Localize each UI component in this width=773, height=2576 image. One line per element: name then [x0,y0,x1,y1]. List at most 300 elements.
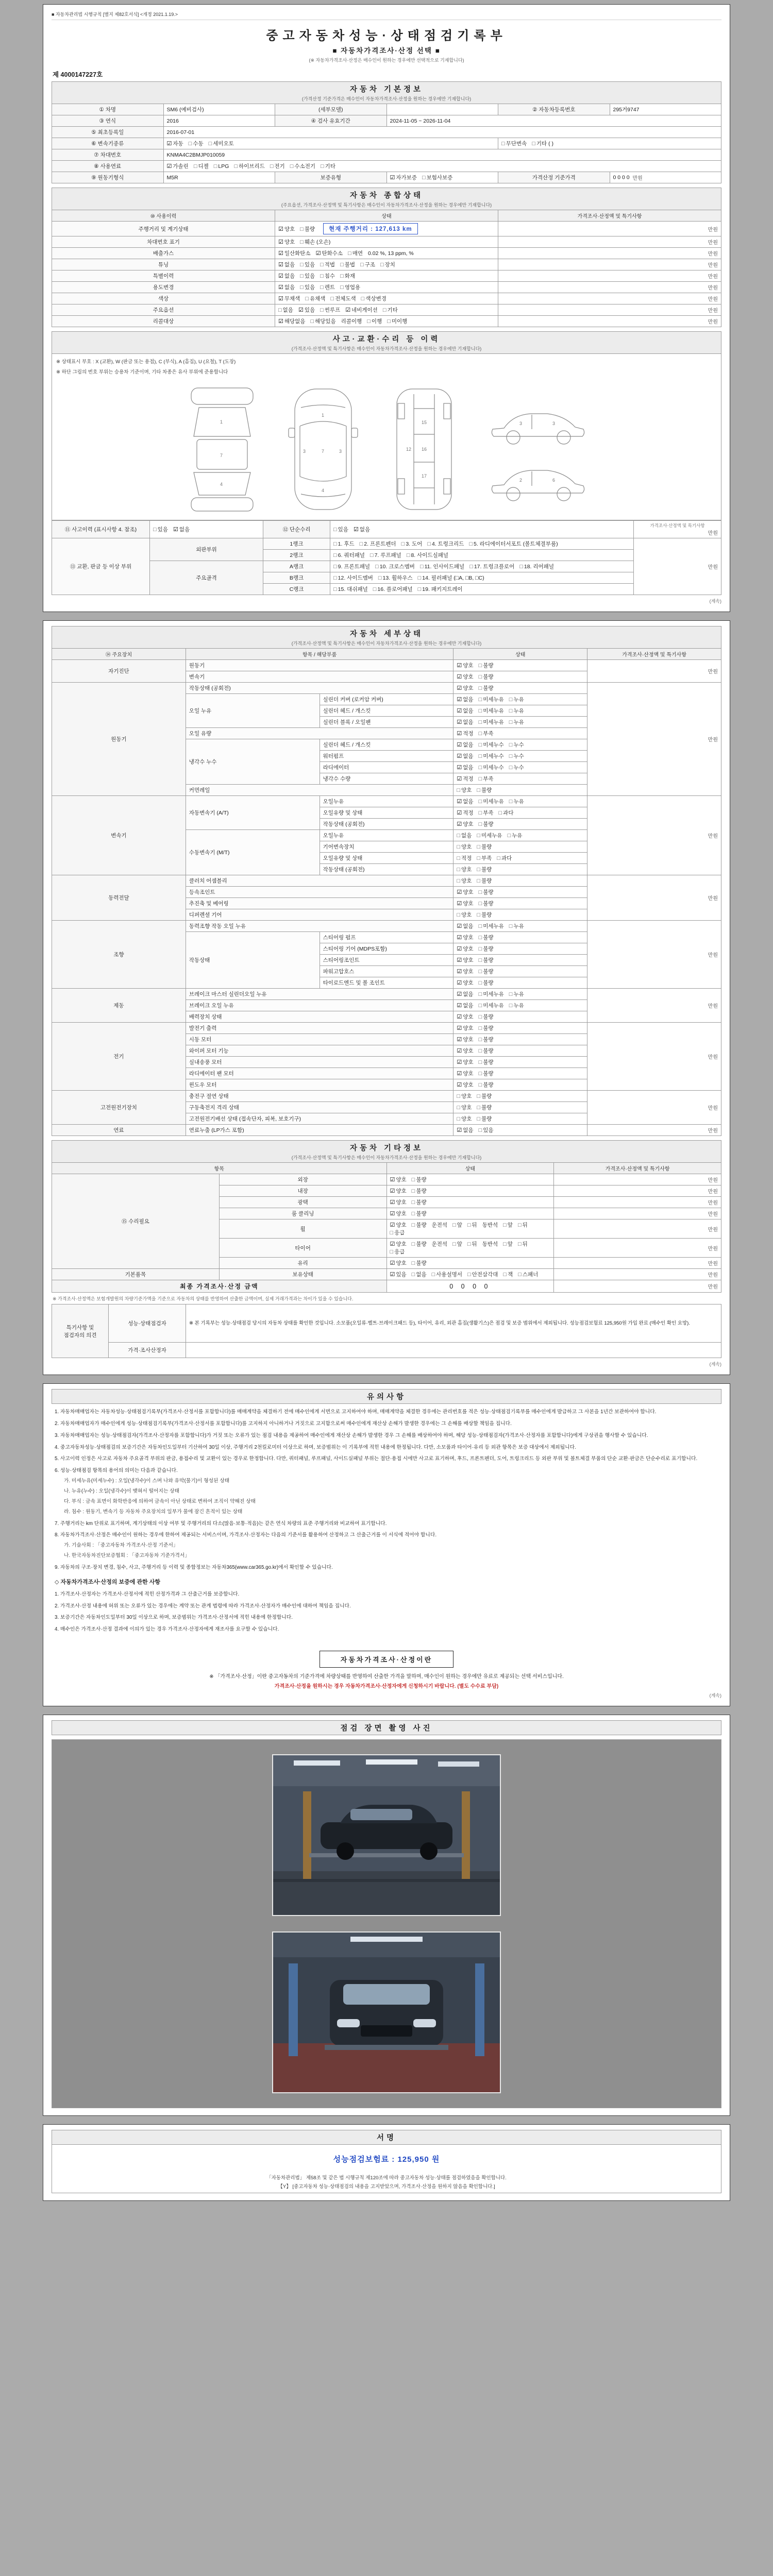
checkbox-checked[interactable] [457,1047,473,1055]
checkbox-unchecked[interactable] [457,843,472,851]
checkbox-checked[interactable] [457,718,473,726]
checkbox-unchecked[interactable] [477,832,502,839]
checkbox-glyph: ☑ [278,239,283,245]
car-name-label: ① 차명 [52,104,164,115]
checkbox-glyph: □ [411,1222,415,1228]
checkbox-unchecked[interactable] [378,574,413,582]
checkbox-unchecked[interactable] [479,730,494,737]
checkbox-unchecked[interactable] [320,272,335,280]
checkbox-unchecked[interactable] [477,854,492,862]
checkbox-checked[interactable] [457,900,473,907]
checkbox-unchecked[interactable] [509,798,524,805]
checkbox-checked[interactable] [457,1036,473,1043]
checkbox-unchecked[interactable] [412,1259,427,1267]
detail-subitem-label: 워터펌프 [320,751,453,762]
other-row-states [386,1258,554,1269]
checkbox-unchecked[interactable] [509,752,524,760]
checkbox-unchecked[interactable] [499,809,514,817]
checkbox-unchecked[interactable] [300,272,315,280]
checkbox-unchecked[interactable] [479,673,494,681]
other-row-price: 만원 [554,1197,721,1208]
checkbox-checked[interactable] [390,1259,407,1267]
overall-row-states [275,236,498,248]
checkbox-unchecked[interactable] [300,225,315,233]
checkbox-checked[interactable] [278,283,295,291]
checkbox-unchecked[interactable] [479,1126,494,1134]
checkbox-checked[interactable] [298,306,315,314]
checkbox-unchecked[interactable] [497,854,512,862]
checkbox-unchecked[interactable] [189,140,204,147]
checkbox-glyph: □ [333,586,337,592]
basic-items-group-label: 기본품목 [52,1269,220,1280]
checkbox-unchecked[interactable] [457,832,472,839]
checkbox-label: 불량 [483,1025,494,1031]
checkbox-unchecked[interactable] [519,563,554,570]
detail-title: 자동차 세부상태 [349,630,424,638]
checkbox-unchecked[interactable] [457,1092,472,1100]
checkbox-unchecked[interactable] [422,174,452,181]
detail-row-states [453,898,587,909]
checkbox-glyph: □ [188,141,192,147]
checkbox-checked[interactable] [278,238,295,246]
checkbox-unchecked[interactable] [348,249,363,257]
checkbox-checked[interactable] [457,990,473,998]
checkbox-unchecked[interactable] [509,764,524,771]
checkbox-unchecked[interactable] [333,540,355,548]
checkbox-glyph: ☑ [278,250,283,257]
checkbox-glyph: ☑ [457,1127,462,1133]
checkbox-unchecked[interactable] [477,877,492,885]
checkbox-glyph: ☑ [457,980,462,986]
checkbox-checked[interactable] [173,526,190,533]
checkbox-checked[interactable] [390,1240,407,1248]
checkbox-unchecked[interactable] [518,1270,538,1278]
checkbox-unchecked[interactable] [373,585,413,593]
detail-group-price: 만원 [587,1091,721,1125]
notice-item: 1. 자동차매매업자는 자동차성능·상태점검기록부(가격조사·산정서를 포함합니다)를 매매계약을 체결하기 전에 매수인에게 서면으로 고지하여야 하며, 매매계약을 체결한 경우에는 관리번호를 적은 성능·상태점검기록부를 매수인에게 발급하고 그 사본을 1년간 보관하여야 합니다. [55,1409,657,1415]
checkbox-unchecked[interactable] [518,1240,528,1248]
checkbox-unchecked[interactable] [479,956,494,964]
accident-price-header: 가격조사·산정액 및 특기사항 [650,523,705,528]
checkbox-checked[interactable] [354,526,370,533]
checkbox-unchecked[interactable] [479,900,494,907]
continued-marker: (계속) [709,1693,721,1699]
checkbox-label: 불량 [483,674,494,680]
overall-row-price: 만원 [498,316,721,327]
checkbox-unchecked[interactable] [387,317,407,325]
signature-body [52,2145,721,2193]
checkbox-checked[interactable] [457,809,473,817]
checkbox-unchecked[interactable] [457,1104,472,1111]
checkbox-unchecked[interactable] [477,1115,492,1123]
checkbox-checked[interactable] [278,295,300,302]
checkbox-checked[interactable] [316,249,343,257]
checkbox-unchecked[interactable] [432,1270,462,1278]
checkbox-label: 미이행 [391,318,408,325]
checkbox-label: 양호 [463,1025,474,1031]
transmission-options [163,138,498,149]
checkbox-unchecked[interactable] [452,1240,462,1248]
final-price-note: ※ 가격조사·산정액은 보험개발원의 차량기준가액을 기준으로 자동차의 상태를 반영하여 산출한 금액이며, 실제 거래가격과는 차이가 있을 수 있습니다. [53,1296,354,1301]
checkbox-checked[interactable] [457,979,473,987]
warranty-type-label: 보증유형 [275,172,387,183]
checkbox-unchecked[interactable] [477,786,492,794]
checkbox-checked[interactable] [457,696,473,703]
checkbox-unchecked[interactable] [412,1176,427,1183]
checkbox-unchecked[interactable] [333,574,373,582]
checkbox-checked[interactable] [457,1013,473,1021]
checkbox-unchecked[interactable] [479,696,504,703]
checkbox-unchecked[interactable] [509,990,524,998]
checkbox-checked[interactable] [167,140,183,147]
checkbox-label: 12. 사이드멤버 [338,575,373,581]
checkbox-unchecked[interactable] [333,563,370,570]
checkbox-unchecked[interactable] [340,261,355,268]
checkbox-unchecked[interactable] [310,317,335,325]
checkbox-checked[interactable] [345,306,378,314]
checkbox-label: 불량 [416,1260,427,1266]
checkbox-unchecked[interactable] [452,1221,462,1229]
page-subtitle-note: (※ 자동차가격조사·산정은 매수인이 원하는 경우에만 선택적으로 기재합니다) [309,58,464,63]
checkbox-unchecked[interactable] [420,563,464,570]
other-note: (가격조사·산정액 및 특기사항은 매수인이 자동차가격조사·산정을 원하는 경우에만 기재합니다) [291,1155,482,1160]
checkbox-unchecked[interactable] [278,306,293,314]
checkbox-checked[interactable] [278,225,295,233]
checkbox-glyph: □ [411,1260,415,1266]
checkbox-label: 있음 [304,284,315,291]
checkbox-unchecked[interactable] [509,922,524,930]
checkbox-unchecked[interactable] [479,662,494,669]
checkbox-glyph: □ [333,575,337,581]
checkbox-unchecked[interactable] [270,162,285,170]
detail-subitem-label: 작동상태 (공회전) [320,864,453,875]
checkbox-unchecked[interactable] [194,162,209,170]
sheet-notices [43,1383,730,1706]
checkbox-label: 있음 [483,1127,494,1133]
checkbox-glyph: □ [367,318,371,325]
checkbox-unchecked[interactable] [479,888,494,896]
checkbox-unchecked[interactable] [333,551,365,559]
checkbox-label: 10. 크로스멤버 [379,564,415,570]
checkbox-glyph: ☑ [353,527,359,533]
checkbox-checked[interactable] [457,764,473,771]
checkbox-unchecked[interactable] [479,820,494,828]
checkbox-unchecked[interactable] [469,563,514,570]
checkbox-glyph: ☑ [457,969,462,975]
checkbox-glyph: ☑ [278,318,283,325]
checkbox-unchecked[interactable] [501,140,527,147]
accident-price-cell [634,521,721,538]
checkbox-checked[interactable] [457,1081,473,1089]
state-code-legend: ※ 상태표시 부호 : X (교환), W (판금 또는 용접), C (부식), A (흠집), U (요철), T (도장) [56,359,236,365]
checkbox-checked[interactable] [278,317,305,325]
detail-note: (가격조사·산정액 및 특기사항은 매수인이 자동차가격조사·산정을 원하는 경우에만 기재합니다) [291,641,482,646]
checkbox-unchecked[interactable] [518,1221,528,1229]
detail-row-states [453,796,587,807]
checkbox-unchecked[interactable] [479,1002,504,1009]
checkbox-unchecked[interactable] [427,540,464,548]
accident-note: (가격조사·산정액 및 특기사항은 매수인이 자동차가격조사·산정을 원하는 경우에만 기재합니다) [291,346,482,351]
checkbox-unchecked[interactable] [153,526,168,533]
checkbox-unchecked[interactable] [361,295,386,302]
checkbox-unchecked[interactable] [477,1092,492,1100]
car-diagrams [52,378,721,520]
checkbox-checked[interactable] [457,741,473,749]
checkbox-checked[interactable] [457,798,473,805]
checkbox-glyph: □ [478,1059,482,1065]
checkbox-unchecked[interactable] [214,163,229,170]
detail-item-label: 브레이크 마스터 실린더오일 누유 [186,989,453,1000]
checkbox-unchecked[interactable] [457,877,472,885]
accident-price-unit: 만원 [708,531,718,536]
checkbox-glyph: □ [390,1230,394,1236]
checkbox-unchecked[interactable] [503,1221,513,1229]
checkbox-glyph: □ [478,742,482,748]
other-item-label: 룸 클리닝 [219,1208,386,1219]
overall-row-price: 만원 [498,304,721,316]
checkbox-glyph: □ [467,1222,471,1228]
checkbox-unchecked[interactable] [457,911,472,919]
overall-row-price: 만원 [498,259,721,270]
checkbox-unchecked[interactable] [401,540,423,548]
checkbox-unchecked[interactable] [330,295,356,302]
checkbox-unchecked[interactable] [380,261,395,268]
checkbox-unchecked[interactable] [412,1198,427,1206]
checkbox-checked[interactable] [167,162,189,170]
checkbox-unchecked[interactable] [340,283,360,291]
checkbox-unchecked[interactable] [479,684,494,692]
checkbox-checked[interactable] [457,1070,473,1077]
overall-row [52,259,721,270]
checkbox-checked[interactable] [457,730,473,737]
checkbox-unchecked[interactable] [509,707,524,715]
first-registration-value: 2016-07-01 [163,127,721,138]
detail-row [52,989,721,1000]
checkbox-checked[interactable] [457,673,473,681]
checkbox-unchecked[interactable] [457,1115,472,1123]
checkbox-checked[interactable] [278,249,311,257]
checkbox-unchecked[interactable] [340,272,355,280]
checkbox-unchecked[interactable] [479,1024,494,1032]
checkbox-checked[interactable] [457,1024,473,1032]
detail-subitem-label: 실린더 헤드 / 개스킷 [320,739,453,751]
checkbox-unchecked[interactable] [532,140,553,147]
submodel-label: (세부모델) [275,104,387,115]
checkbox-unchecked[interactable] [360,261,375,268]
checkbox-glyph: □ [507,833,511,839]
checkbox-unchecked[interactable] [300,261,315,268]
checkbox-unchecked[interactable] [300,283,315,291]
checkbox-unchecked[interactable] [333,585,368,593]
checkbox-glyph: □ [419,564,424,570]
checkbox-unchecked[interactable] [479,809,494,817]
checkbox-glyph: □ [422,175,426,181]
checkbox-checked[interactable] [457,707,473,715]
checkbox-checked[interactable] [457,662,473,669]
checkbox-checked[interactable] [390,1176,407,1183]
checkbox-unchecked[interactable] [479,707,504,715]
checkbox-checked[interactable] [457,945,473,953]
checkbox-unchecked[interactable] [508,832,523,839]
checkbox-label: 해당있음 [315,318,336,325]
checkbox-unchecked[interactable] [457,786,472,794]
checkbox-checked[interactable] [457,968,473,975]
checkbox-unchecked[interactable] [234,162,264,170]
checkbox-checked[interactable] [390,174,417,181]
svg-text:17: 17 [422,473,427,479]
detail-item-label: 추진축 및 베어링 [186,898,453,909]
checkbox-glyph: □ [320,273,324,279]
detail-row-states [453,773,587,785]
checkbox-unchecked[interactable] [479,979,494,987]
checkbox-unchecked[interactable] [479,718,504,726]
checkbox-unchecked[interactable] [300,238,330,246]
checkbox-unchecked[interactable] [407,551,448,559]
checkbox-unchecked[interactable] [390,1229,405,1236]
notice-subitem: 나. 한국자동차진단보증협회 : 「중고자동차 기준가격서」 [64,1553,190,1559]
checkbox-unchecked[interactable] [360,540,396,548]
detail-item-label: 연료누출 (LP가스 포함) [186,1125,453,1136]
checkbox-checked[interactable] [390,1198,407,1206]
detail-group-price: 만원 [587,989,721,1023]
checkbox-checked[interactable] [457,1058,473,1066]
checkbox-unchecked[interactable] [479,1036,494,1043]
checkbox-checked[interactable] [457,684,473,692]
transmission-options-extra [498,138,721,149]
checkbox-label: 자가보증 [396,175,417,181]
checkbox-unchecked[interactable] [479,1013,494,1021]
checkbox-unchecked[interactable] [479,934,494,941]
checkbox-checked[interactable] [457,888,473,896]
checkbox-unchecked[interactable] [479,945,494,953]
checkbox-unchecked[interactable] [390,1248,405,1256]
checkbox-unchecked[interactable] [333,526,348,533]
checkbox-glyph: □ [457,878,461,884]
checkbox-checked[interactable] [390,1221,407,1229]
svg-text:6: 6 [552,478,556,483]
checkbox-unchecked[interactable] [479,775,494,783]
checkbox-label: 양호 [463,946,474,952]
checkbox-label: 불량 [483,1037,494,1043]
checkbox-unchecked[interactable] [320,261,335,268]
checkbox-unchecked[interactable] [457,866,472,873]
checkbox-unchecked[interactable] [305,295,325,302]
checkbox-checked[interactable] [457,1126,473,1134]
checkbox-unchecked[interactable] [503,1240,513,1248]
checkbox-unchecked[interactable] [509,741,524,749]
checkbox-checked[interactable] [457,956,473,964]
checkbox-label: 양호 [463,980,474,986]
checkbox-unchecked[interactable] [467,1240,477,1248]
checkbox-glyph: □ [478,719,482,725]
exchange-rank-row [52,538,721,550]
checkbox-label: 양호 [396,1188,407,1194]
checkbox-unchecked[interactable] [479,1047,494,1055]
checkbox-checked[interactable] [390,1270,407,1278]
checkbox-unchecked[interactable] [457,854,472,862]
checkbox-unchecked[interactable] [412,1240,427,1248]
checkbox-unchecked[interactable] [477,911,492,919]
checkbox-unchecked[interactable] [503,1270,513,1278]
checkbox-unchecked[interactable] [412,1270,427,1278]
checkbox-unchecked[interactable] [477,866,492,873]
checkbox-unchecked[interactable] [209,140,234,147]
checkbox-glyph: □ [300,262,304,268]
checkbox-unchecked[interactable] [367,317,382,325]
checkbox-label: 불량 [483,1082,494,1088]
checkbox-checked[interactable] [457,1002,473,1009]
detail-item-label: 발전기 출력 [186,1023,453,1034]
checkbox-checked[interactable] [390,1187,407,1195]
checkbox-label: 양호 [461,787,472,793]
checkbox-unchecked[interactable] [509,1002,524,1009]
checkbox-unchecked[interactable] [477,1104,492,1111]
checkbox-checked[interactable] [278,261,295,268]
checkbox-unchecked[interactable] [412,1210,427,1217]
checkbox-unchecked[interactable] [509,696,524,703]
checkbox-unchecked[interactable] [412,1187,427,1195]
checkbox-unchecked[interactable] [477,843,492,851]
checkbox-unchecked[interactable] [479,968,494,975]
checkbox-label: 미세누유 [483,1003,504,1009]
checkbox-label: 미세누수 [483,753,504,759]
form-reference: ■ 자동차관리법 시행규칙 [별지 제82호서식] <개정 2021.1.19.> [52,10,721,20]
checkbox-checked[interactable] [390,1210,407,1217]
detail-row-states [453,1091,587,1102]
checkbox-label: 양호 [284,239,295,245]
checkbox-unchecked[interactable] [479,798,504,805]
checkbox-glyph: □ [360,262,364,268]
checkbox-unchecked[interactable] [479,990,504,998]
checkbox-checked[interactable] [457,752,473,760]
checkbox-unchecked[interactable] [320,306,340,314]
checkbox-checked[interactable] [457,922,473,930]
checkbox-glyph: □ [452,1222,456,1228]
checkbox-unchecked[interactable] [418,585,463,593]
checkbox-unchecked[interactable] [290,162,315,170]
checkbox-checked[interactable] [457,775,473,783]
checkbox-unchecked[interactable] [479,764,504,771]
checkbox-unchecked[interactable] [479,741,504,749]
checkbox-unchecked[interactable] [469,540,558,548]
checkbox-glyph: ☑ [457,1059,462,1065]
checkbox-unchecked[interactable] [467,1221,477,1229]
overall-header [52,188,721,210]
checkbox-unchecked[interactable] [418,574,484,582]
remarks-author-label: 성능·상태점검자 [109,1304,186,1343]
checkbox-checked[interactable] [278,272,295,280]
checkbox-glyph: □ [478,799,482,805]
checkbox-label: 수소전기 [294,163,315,170]
checkbox-unchecked[interactable] [370,551,401,559]
checkbox-unchecked[interactable] [479,922,504,930]
checkbox-unchecked[interactable] [412,1221,427,1229]
checkbox-unchecked[interactable] [479,1058,494,1066]
checkbox-unchecked[interactable] [467,1270,498,1278]
checkbox-unchecked[interactable] [509,718,524,726]
checkbox-checked[interactable] [457,934,473,941]
other-row-states [386,1197,554,1208]
checkbox-unchecked[interactable] [479,1070,494,1077]
checkbox-unchecked[interactable] [479,752,504,760]
checkbox-unchecked[interactable] [383,306,398,314]
checkbox-unchecked[interactable] [479,1081,494,1089]
checkbox-unchecked[interactable] [321,162,335,170]
reg-no-value: 295거9747 [610,104,721,115]
checkbox-unchecked[interactable] [375,563,415,570]
checkbox-checked[interactable] [457,820,473,828]
checkbox-unchecked[interactable] [320,283,335,291]
